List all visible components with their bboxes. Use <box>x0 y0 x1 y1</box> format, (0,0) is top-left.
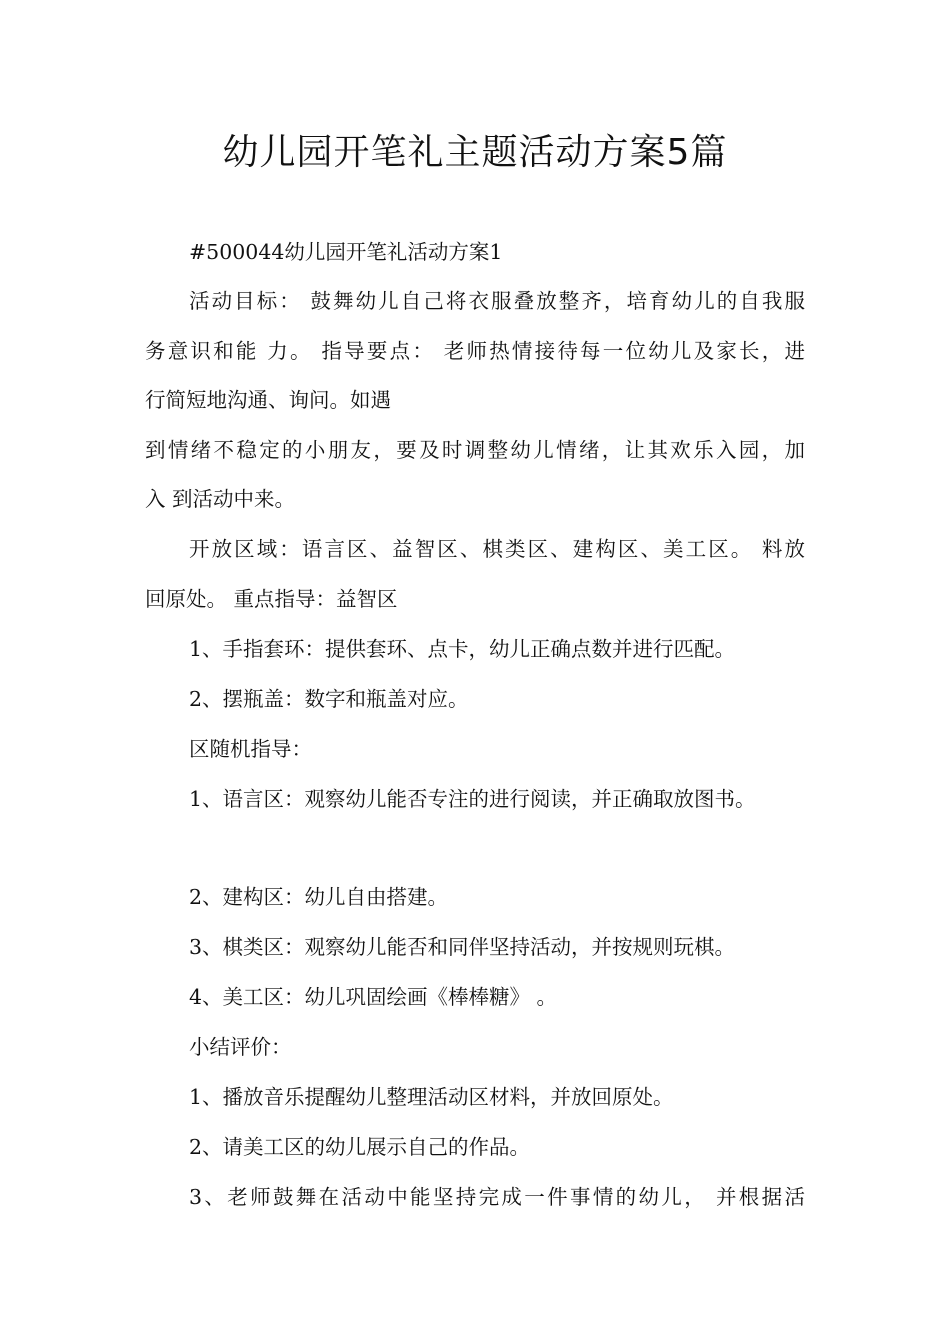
list-item: 3、棋类区：观察幼儿能否和同伴坚持活动，并按规则玩棋。 <box>189 935 736 959</box>
paragraph-line: 行简短地沟通、询问。如遇 <box>145 388 391 412</box>
section-heading: #500044幼儿园开笔礼活动方案1 <box>189 240 503 264</box>
document-title: 幼儿园开笔礼主题活动方案5篇 <box>222 132 728 173</box>
list-item: 1、手指套环：提供套环、点卡，幼儿正确点数并进行匹配。 <box>189 637 736 661</box>
paragraph-line: 到情绪不稳定的小朋友，要及时调整幼儿情绪，让其欢乐入园，加 <box>145 438 805 462</box>
section-label: 小结评价： <box>189 1035 292 1059</box>
paragraph-line: 开放区域：语言区、益智区、棋类区、建构区、美工区。 料放 <box>189 537 805 561</box>
paragraph-line: 务意识和能 力。 指导要点： 老师热情接待每一位幼儿及家长，进 <box>145 339 805 363</box>
list-item: 1、语言区：观察幼儿能否专注的进行阅读，并正确取放图书。 <box>189 787 756 811</box>
paragraph-line: 入 到活动中来。 <box>145 487 296 511</box>
list-item: 3、老师鼓舞在活动中能坚持完成一件事情的幼儿， 并根据活 <box>189 1185 805 1209</box>
section-label: 区随机指导： <box>189 737 312 761</box>
paragraph-line: 活动目标： 鼓舞幼儿自己将衣服叠放整齐，培育幼儿的自我服 <box>189 289 805 313</box>
paragraph-line: 回原处。 重点指导：益智区 <box>145 587 398 611</box>
list-item: 4、美工区：幼儿巩固绘画《棒棒糖》 。 <box>189 985 558 1009</box>
list-item: 2、建构区：幼儿自由搭建。 <box>189 885 449 909</box>
list-item: 2、请美工区的幼儿展示自己的作品。 <box>189 1135 531 1159</box>
list-item: 1、播放音乐提醒幼儿整理活动区材料，并放回原处。 <box>189 1085 674 1109</box>
list-item: 2、摆瓶盖：数字和瓶盖对应。 <box>189 687 469 711</box>
